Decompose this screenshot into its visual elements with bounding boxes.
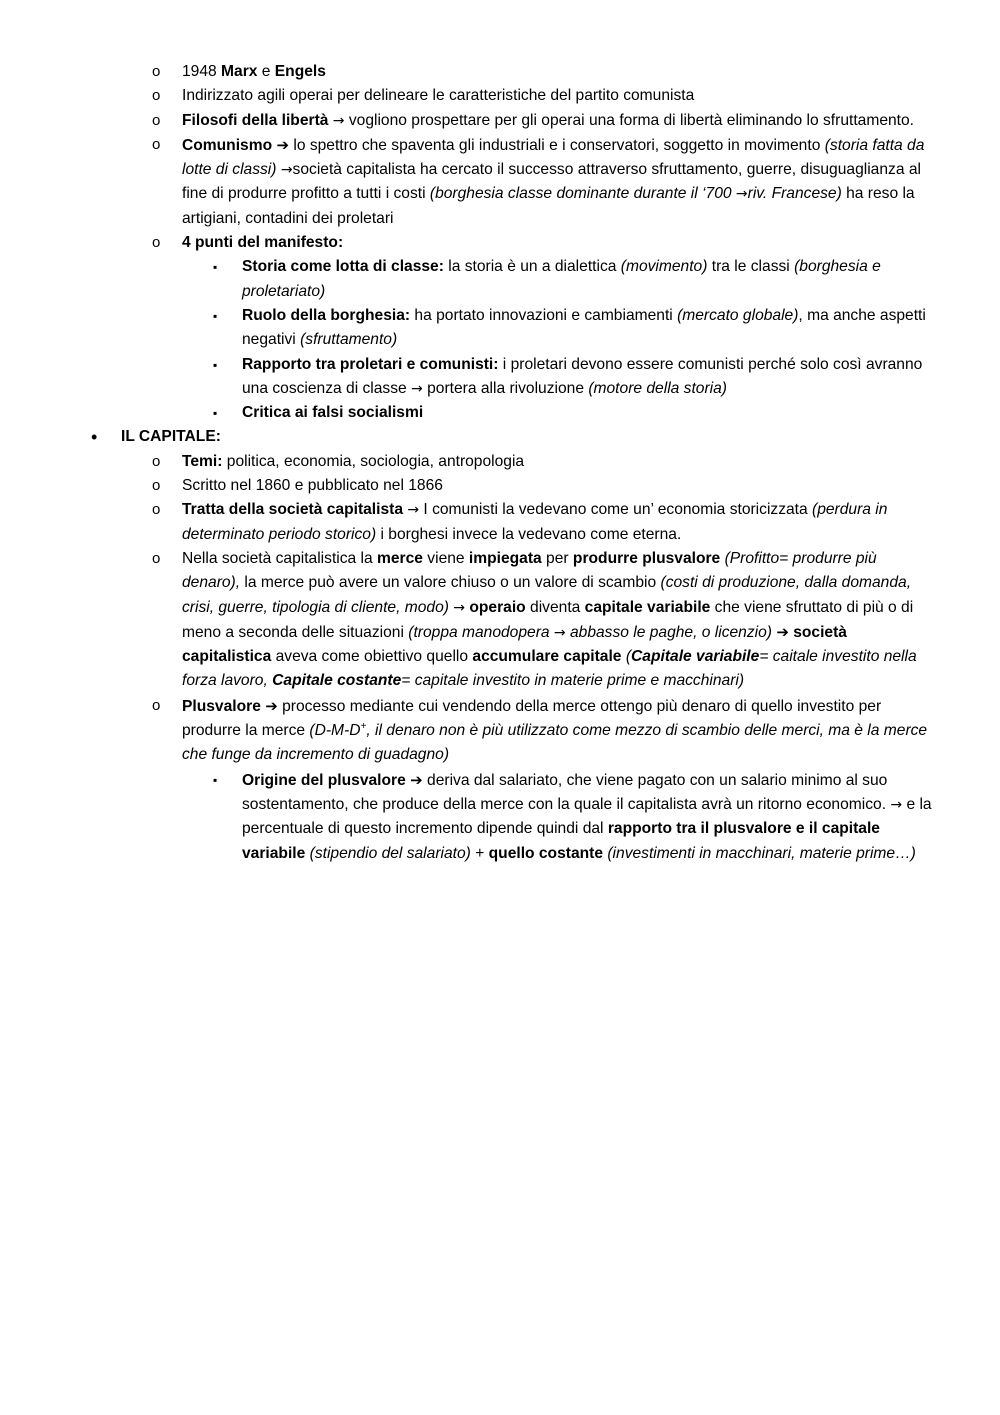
circle-bullet-icon: o: [152, 501, 161, 519]
disc-bullet-icon: •: [91, 427, 98, 448]
list-item: o Temi: politica, economia, sociologia, antropologia: [182, 450, 938, 474]
list-item: o Scritto nel 1860 e pubblicato nel 1866: [182, 474, 938, 498]
arrow-icon: →: [411, 380, 423, 397]
list-item: o 4 punti del manifesto:: [182, 231, 938, 255]
arrow-icon: →: [890, 796, 903, 813]
circle-bullet-icon: o: [152, 111, 161, 129]
circle-bullet-icon: o: [152, 63, 161, 80]
sub-list-item: ▪ Storia come lotta di classe: la storia è un a dialettica (movimento) tra le classi (borghesia e proletariato): [242, 255, 937, 304]
sub-list-item: ▪ Origine del plusvalore ➔ deriva dal salariato, che viene pagato con un salario minimo al suo sostentamento, che produce della merce con la quale il capitalista avrà un ritorno economico. → e la percentuale di questo incremento dipende quindi dal rapporto tra il plusvalore e il capitale variabile (stipendio del salariato) + quello costante (investimenti in macchinari, materie prime…): [242, 768, 937, 866]
list-item: o Filosofi della libertà → vogliono prospettare per gli operai una forma di libertà eliminando lo sfruttamento.: [182, 109, 938, 133]
bold-arrow-icon: ➔: [776, 622, 789, 641]
section-heading-capitale: • IL CAPITALE:: [121, 425, 936, 449]
list-item: o Plusvalore ➔ processo mediante cui vendendo della merce ottengo più denaro di quello investito per produrre la merce (D-M-D+, il denaro non è più utilizzato come mezzo di scambio delle merci, ma è la merce che funge da incremento di guadagno): [182, 694, 938, 768]
bold-arrow-icon: ➔: [265, 696, 278, 715]
circle-bullet-icon: o: [152, 477, 161, 495]
circle-bullet-icon: o: [152, 452, 161, 470]
list-item: o Tratta della società capitalista → I comunisti la vedevano come un’ economia storicizzata (perdura in determinato periodo storico) i borghesi invece la vedevano come eterna.: [182, 498, 938, 547]
square-bullet-icon: ▪: [213, 772, 218, 787]
circle-bullet-icon: o: [152, 549, 161, 567]
arrow-icon: →: [735, 186, 748, 203]
arrow-icon: →: [280, 162, 293, 179]
square-bullet-icon: ▪: [213, 308, 218, 323]
square-bullet-icon: ▪: [213, 406, 218, 421]
list-item: o Comunismo ➔ lo spettro che spaventa gli industriali e i conservatori, soggetto in movimento (storia fatta da lotte di classi) →società capitalista ha cercato il successo attraverso sfruttamento, guerre, disuguaglianza al fine di produrre profitto a tutti i costi (borghesia classe dominante durante il ‘700 →riv. Francese) ha reso la artigiani, contadini dei proletari: [182, 133, 938, 231]
arrow-icon: →: [453, 599, 466, 616]
list-item: o Indirizzato agili operai per delineare le caratteristiche del partito comunista: [182, 84, 938, 108]
circle-bullet-icon: o: [152, 87, 161, 105]
arrow-icon: →: [407, 502, 420, 519]
list-item: o 1948 Marx e Engels: [182, 60, 938, 84]
square-bullet-icon: ▪: [213, 260, 218, 275]
sub-list-item: ▪ Rapporto tra proletari e comunisti: i proletari devono essere comunisti perché solo così avranno una coscienza di classe → portera alla rivoluzione (motore della storia): [242, 353, 937, 402]
square-bullet-icon: ▪: [213, 357, 218, 372]
arrow-icon: →: [332, 112, 345, 129]
circle-bullet-icon: o: [152, 234, 161, 252]
sub-list-item: ▪ Critica ai falsi socialismi: [242, 401, 937, 425]
notes-list: [0, 60, 1000, 866]
circle-bullet-icon: o: [152, 135, 161, 153]
sub-list-item: ▪ Ruolo della borghesia: ha portato innovazioni e cambiamenti (mercato globale), ma anche aspetti negativi (sfruttamento): [242, 304, 937, 353]
bold-arrow-icon: ➔: [410, 770, 423, 789]
circle-bullet-icon: o: [152, 696, 161, 714]
bold-arrow-icon: ➔: [276, 135, 290, 154]
list-item: o Nella società capitalistica la merce viene impiegata per produrre plusvalore (Profitto= produrre più denaro), la merce può avere un valore chiuso o un valore di scambio (costi di produzione, dalla domanda, crisi, guerre, tipologia di cliente, modo) → operaio diventa capitale variabile che viene sfruttato di più o di meno a seconda delle situazioni (troppa manodopera → abbasso le paghe, o licenzio) ➔ società capitalistica aveva come obiettivo quello accumulare capitale (Capitale variabile= caitale investito nella forza lavoro, Capitale costante= capitale investito in materie prime e macchinari): [182, 547, 938, 694]
arrow-icon: →: [553, 624, 566, 641]
